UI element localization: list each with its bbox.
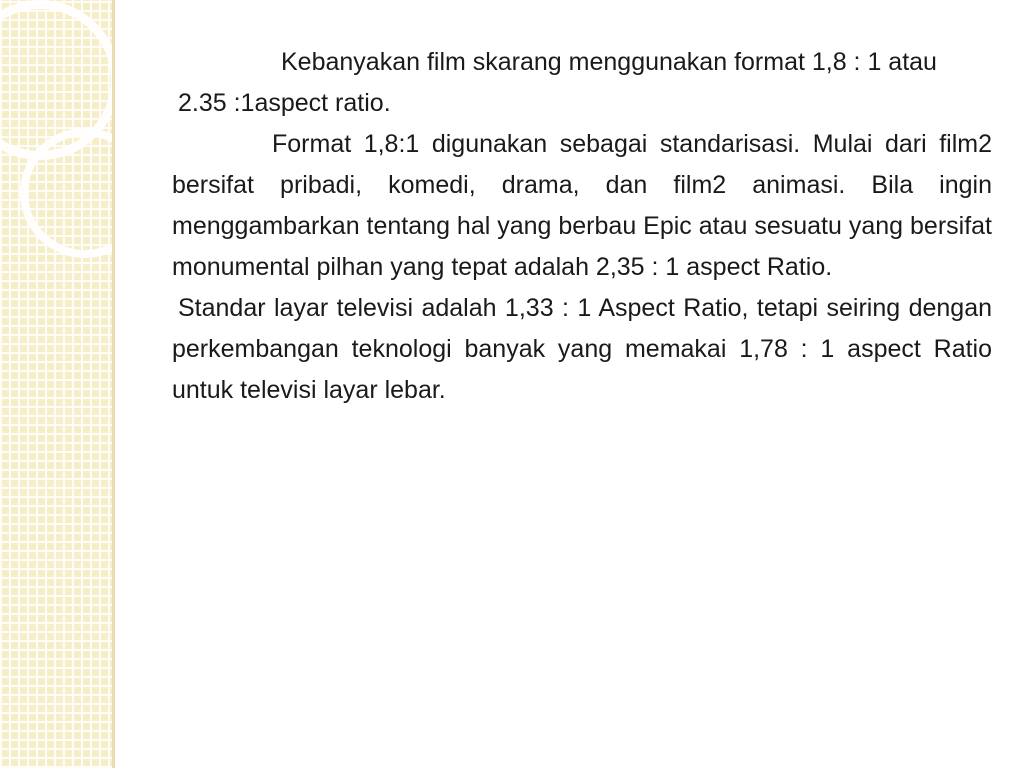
paragraph-1: Kebanyakan film skarang menggunakan format 1,8 : 1 atau 2.35 :1aspect ratio.	[178, 48, 937, 117]
slide-body-text	[172, 42, 992, 411]
paragraph-3: Standar layar televisi adalah 1,33 : 1 Aspect Ratio, tetapi seiring dengan perkembangan teknologi banyak yang memakai 1,78 : 1 aspect Ratio untuk televisi layar lebar.	[172, 294, 992, 404]
paragraph-2: Format 1,8:1 digunakan sebagai standarisasi. Mulai dari film2 bersifat pribadi, komedi, drama, dan film2 animasi. Bila ingin menggambarkan tentang hal yang berbau Epic atau sesuatu yang bersifat monumental pilhan yang tepat adalah 2,35 : 1 aspect Ratio.	[172, 130, 992, 281]
side-panel-edge	[112, 0, 115, 768]
decorative-side-panel	[0, 0, 112, 768]
